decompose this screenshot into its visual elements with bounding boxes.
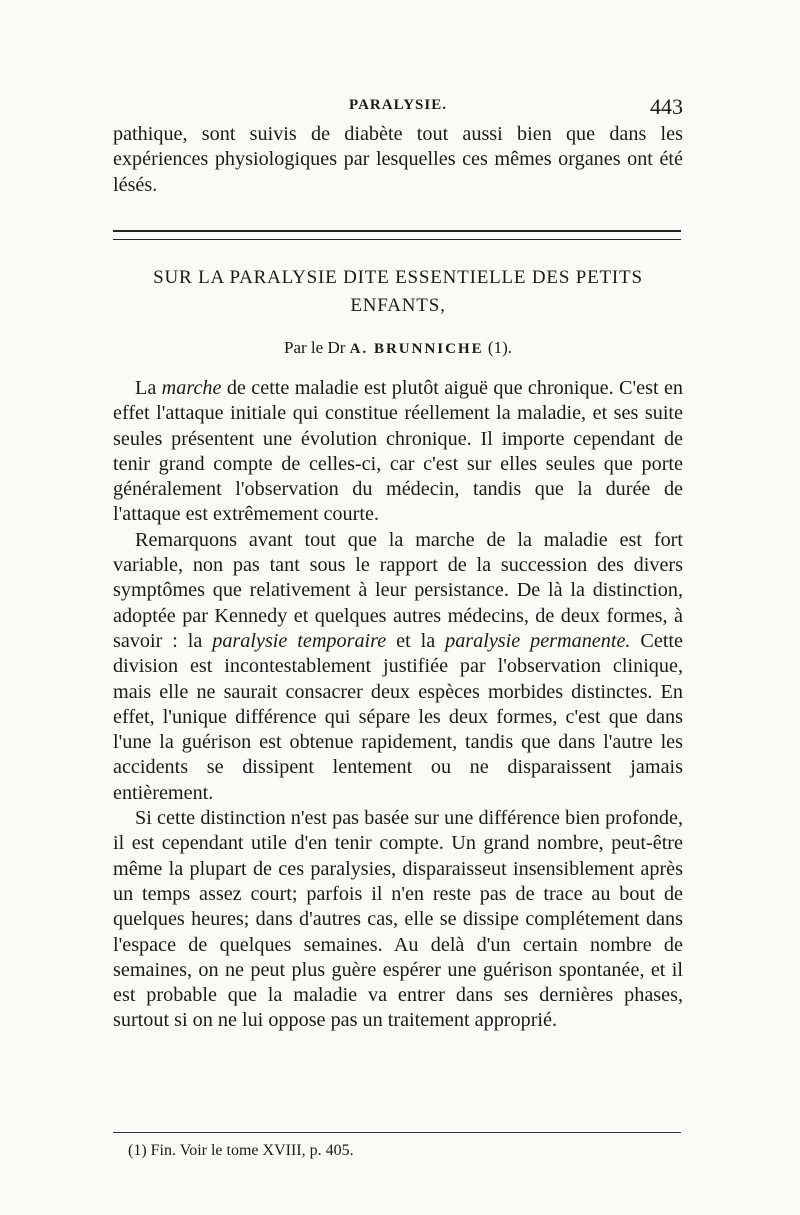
running-title: PARALYSIE. [349,97,447,113]
emphasis-temporaire: paralysie temporaire [212,629,387,652]
paragraph-3: Si cette distinction n'est pas basée sur une différence bien profonde, il est cependant utile d'en tenir compte. Un grand nombre, peut-être même la plupart de ces paralysies, disparaisseut insensiblement après un temps assez court; parfois il n'en reste pas de trace au bout de quelques heures; dans d'autres cas, elle se dissipe complétement dans l'espace de quelques semaines. Au delà d'un certain nombre de semaines, on ne peut plus guère espérer une guérison spontanée, et il est probable que la maladie va entrer dans ses dernières phases, surtout si on ne lui oppose pas un traitement approprié. [113,807,683,1032]
page-number: 443 [650,94,683,119]
byline-prefix: Par le Dr [284,338,346,357]
byline [113,338,683,358]
emphasis-permanente: paralysie permanente. [445,629,631,652]
footnote-divider [113,1132,681,1133]
article-title-line2: ENFANTS, [350,295,446,316]
section-divider [113,230,681,240]
article-title [113,264,683,320]
emphasis-marche: marche [161,377,222,399]
footnote-reference: (1). [487,338,512,357]
author-name: A. BRUNNICHE [349,341,484,357]
intro-paragraph [113,122,683,198]
article-body [113,376,683,1034]
paragraph-1: La marche de cette maladie est plutôt aiguë que chronique. C'est en effet l'attaque initiale qui constitue réellement la maladie, et ses suite seules présentent une évolution chronique. Il importe cependant de tenir grand compte de celles-ci, car c'est sur elles seules que porte généralement l'observation du médecin, tandis que la durée de l'attaque est extrêmement courte. [113,377,683,526]
paragraph-2: Remarquons avant tout que la marche de la maladie est fort variable, non pas tant sous le rapport de la succession des divers symptômes que relativement à leur persistance. De là la distinction, adoptée par Kennedy et quelques autres médecins, de deux formes, à savoir : la paralysie temporaire et la paralysie permanente. Cette division est incontestablement justifiée par l'observation clinique, mais elle ne saurait consacrer deux espèces morbides distinctes. En effet, l'unique différence qui sépare les deux formes, c'est que dans l'une la guérison est obtenue rapidement, tandis que dans l'autre les accidents se dissipent lentement ou ne disparaissent jamais entièrement. [113,528,683,804]
footnote: (1) Fin. Voir le tome XVIII, p. 405. [128,1142,354,1159]
page-header [113,94,683,121]
article-title-line1: SUR LA PARALYSIE DITE ESSENTIELLE DES PETITS [153,267,643,288]
intro-text: pathique, sont suivis de diabète tout aussi bien que dans les expériences physiologiques par lesquelles ces mêmes organes ont été lésés. [113,123,683,196]
